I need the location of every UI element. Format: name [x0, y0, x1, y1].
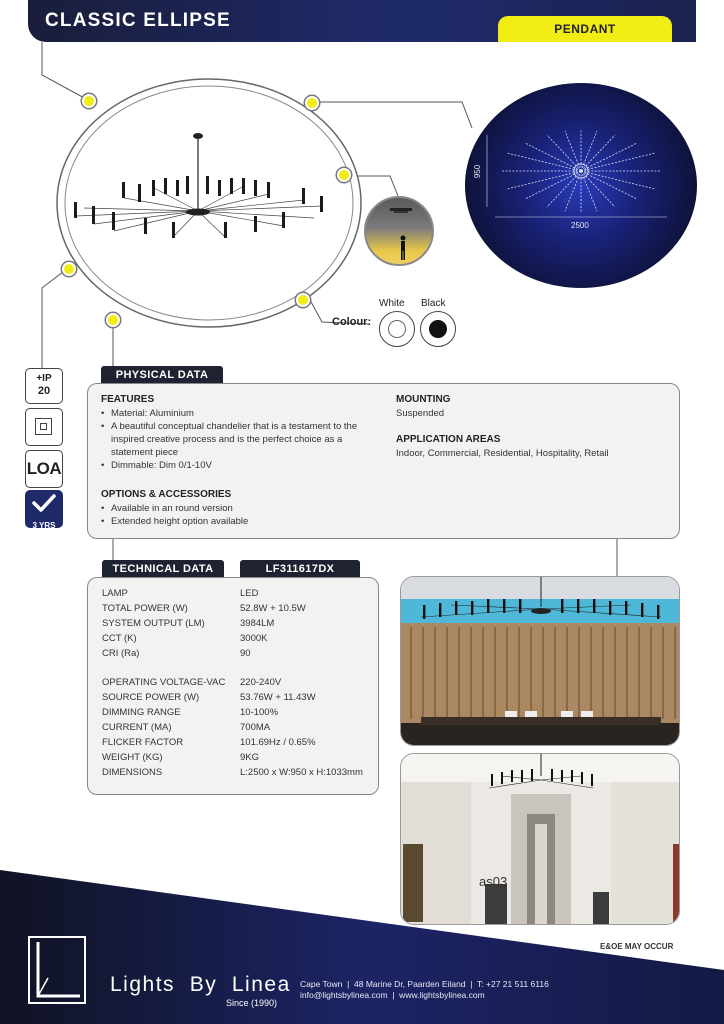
product-code: LF311617DX [240, 560, 360, 578]
callout-dot [82, 94, 96, 108]
table-row: DIMMING RANGE 10-100% [102, 707, 279, 718]
list-item: • Material: Aluminium [101, 407, 386, 420]
options-list [101, 502, 386, 528]
options-title: OPTIONS & ACCESSORIES [101, 489, 232, 500]
swatch-white[interactable] [379, 311, 415, 347]
mounting-title: MOUNTING [396, 394, 451, 405]
height-dimension: 950 [473, 164, 483, 179]
ip-value: 20 [37, 385, 51, 397]
list-item: • Dimmable: Dim 0/1-10V [101, 459, 386, 472]
callout-dot [62, 262, 76, 276]
table-row: CRI (Ra) 90 [102, 648, 251, 659]
square-inner-icon [40, 423, 47, 430]
swatch-label-white: White [379, 298, 405, 309]
brand-name: Lights By Linea [110, 973, 291, 996]
technical-data-heading: TECHNICAL DATA [102, 560, 224, 578]
logo-mark-icon [30, 938, 84, 1002]
brand-since: Since (1990) [226, 998, 278, 1008]
physical-data-heading: PHYSICAL DATA [101, 366, 223, 384]
class-icon [25, 408, 63, 446]
contact-web[interactable]: info@lightsbylinea.com | www.lightsbylinea.com [300, 990, 485, 1000]
wall-sign: as03 [479, 874, 508, 889]
product-circle [54, 76, 364, 330]
table-row: CCT (K) 3000K [102, 633, 268, 644]
features-list [101, 407, 386, 472]
physical-data-panel [87, 383, 680, 539]
swatch-label-black: Black [421, 298, 446, 309]
callout-dot [296, 293, 310, 307]
table-row: SYSTEM OUTPUT (LM) 3984LM [102, 618, 275, 629]
white-dot [388, 320, 406, 338]
ip-rating-badge [25, 368, 63, 404]
chandelier-illustration [54, 76, 364, 330]
product-title: CLASSIC ELLIPSE [45, 10, 231, 31]
features-title: FEATURES [101, 394, 155, 405]
callout-dot [106, 313, 120, 327]
technical-data-panel [87, 577, 379, 795]
warranty-label: 3 YRS [32, 521, 56, 530]
scale-scene [364, 196, 434, 266]
black-dot [429, 320, 447, 338]
loa-badge [25, 450, 63, 488]
table-row: SOURCE POWER (W) 53.76W + 11.43W [102, 692, 316, 703]
table-row: LAMP LED [102, 588, 259, 599]
restaurant-photo [401, 577, 680, 746]
list-item: • A beautiful conceptual chandelier that is a testament to the inspired creative process and is the perfect choice as a statement piece [101, 420, 386, 459]
table-row: FLICKER FACTOR 101.69Hz / 0.65% [102, 737, 316, 748]
mounting-value: Suspended [396, 408, 445, 419]
list-item: • Extended height option available [101, 515, 386, 528]
eoe-notice: E&OE MAY OCCUR [600, 942, 674, 951]
callout-dot [305, 96, 319, 110]
table-row: OPERATING VOLTAGE-VAC 220-240V [102, 677, 282, 688]
table-row: DIMENSIONS L:2500 x W:950 x H:1033mm [102, 767, 363, 778]
list-item: • Available in an round version [101, 502, 386, 515]
installation-photo-1 [400, 576, 680, 746]
tech-table [102, 588, 372, 788]
loa-label: LOA [26, 459, 62, 478]
ip-label: +IP [36, 373, 52, 384]
callout-dot [337, 168, 351, 182]
application-value: Indoor, Commercial, Residential, Hospitality, Retail [396, 448, 609, 459]
table-row: WEIGHT (KG) 9KG [102, 752, 260, 763]
application-title: APPLICATION AREAS [396, 434, 501, 445]
width-dimension: 2500 [571, 221, 589, 230]
dimension-diagram [465, 83, 697, 288]
checkmark-icon [25, 490, 63, 516]
swatch-black[interactable] [420, 311, 456, 347]
table-row: TOTAL POWER (W) 52.8W + 10.5W [102, 603, 306, 614]
category-tab: PENDANT [498, 16, 672, 42]
warranty-badge [25, 490, 63, 528]
contact-address: Cape Town | 48 Marine Dr, Paarden Eiland | T: +27 21 511 6116 [300, 979, 549, 989]
table-row: CURRENT (MA) 700MA [102, 722, 271, 733]
colour-label: Colour: [332, 316, 372, 328]
company-logo [28, 936, 86, 1004]
top-view-diagram [465, 83, 697, 288]
